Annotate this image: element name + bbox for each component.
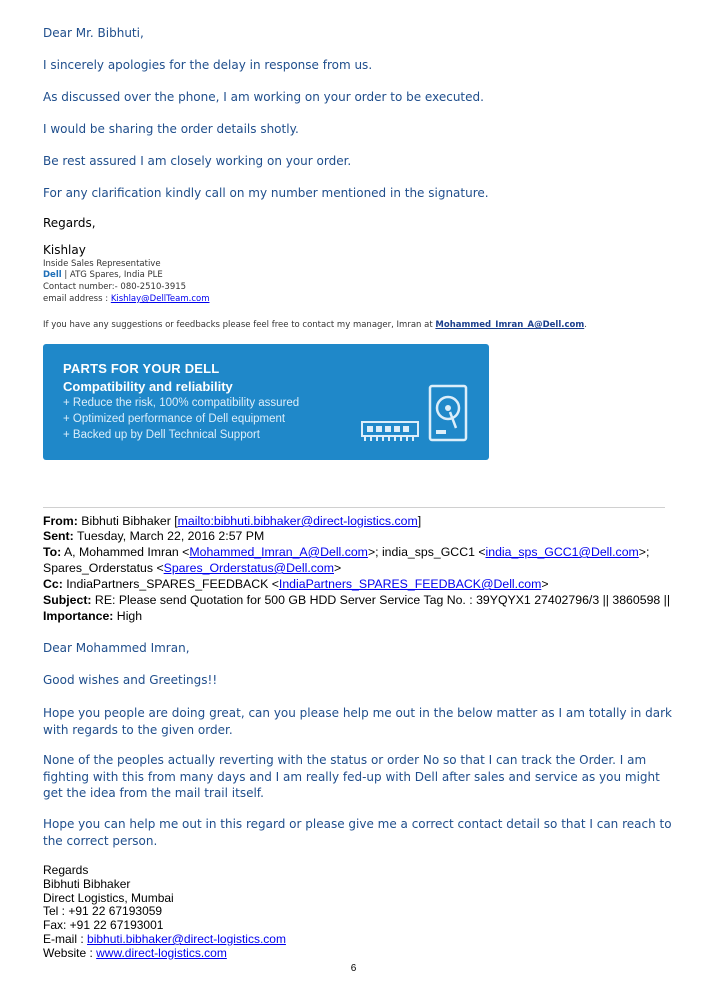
- original-sig-company: Direct Logistics, Mumbai: [43, 890, 174, 905]
- original-sig-fax: Fax: +91 22 67193001: [43, 918, 164, 933]
- manager-note: [43, 320, 587, 330]
- original-sig-email-line: [43, 933, 286, 947]
- to-text-3: >;: [638, 545, 650, 559]
- original-sig-regards: Regards: [43, 863, 89, 877]
- dell-brand: Dell: [43, 270, 62, 280]
- signature-email-label: email address :: [43, 294, 111, 304]
- to-text-5: >: [334, 561, 342, 575]
- sent-value: Tuesday, March 22, 2016 2:57 PM: [73, 529, 265, 543]
- signature-name: Kishlay: [43, 243, 86, 257]
- banner-subtitle: Compatibility and reliability: [63, 379, 233, 394]
- to-link-imran[interactable]: Mohammed_Imran_A@Dell.com: [189, 545, 368, 559]
- to-link-orderstatus[interactable]: Spares_Orderstatus@Dell.com: [163, 561, 334, 575]
- subject-label: Subject:: [43, 593, 92, 607]
- parts-banner[interactable]: [43, 344, 489, 460]
- reply-line-apology: I sincerely apologies for the delay in response from us.: [43, 58, 373, 72]
- signature-company-rest: | ATG Spares, India PLE: [61, 270, 163, 280]
- manager-note-text: If you have any suggestions or feedbacks please feel free to contact my manager, Imran at: [43, 320, 436, 330]
- signature-email-link[interactable]: Kishlay@DellTeam.com: [110, 294, 210, 304]
- cc-text-2: >: [541, 577, 549, 591]
- signature-title: Inside Sales Representative: [43, 259, 161, 269]
- reply-closing: Regards,: [43, 216, 96, 230]
- cc-text-1: IndiaPartners_SPARES_FEEDBACK <: [62, 577, 279, 591]
- banner-bullet-risk: + Reduce the risk, 100% compatibility assured: [63, 397, 300, 409]
- original-signature: [43, 864, 286, 961]
- cc-label: Cc:: [43, 577, 63, 591]
- reply-line-details: I would be sharing the order details shotly.: [43, 122, 299, 136]
- header-from: [43, 514, 421, 528]
- importance-value: High: [113, 609, 143, 623]
- hard-drive-icon: [428, 384, 468, 442]
- to-label: To:: [43, 545, 62, 559]
- from-name: Bibhuti Bibhaker [: [77, 514, 178, 528]
- original-paragraph-contact: Hope you can help me out in this regard or please give me a correct contact detail so that I can reach to the correct person.: [43, 817, 672, 848]
- signature-contact: Contact number:- 080-2510-3915: [43, 282, 187, 292]
- manager-note-end: .: [584, 320, 587, 330]
- to-text-1: A, Mohammed Imran <: [61, 545, 190, 559]
- memory-module-icon: [361, 420, 419, 442]
- header-sent: [43, 529, 264, 543]
- original-greeting: Dear Mohammed Imran,: [43, 641, 190, 655]
- subject-value: RE: Please send Quotation for 500 GB HDD Server Service Tag No. : 39YQYX1 27402796/3 || 3860598 ||: [91, 593, 671, 607]
- reply-line-clarification: For any clarification kindly call on my number mentioned in the signature.: [43, 186, 489, 200]
- original-sig-website-line: [43, 947, 286, 961]
- signature-company: [43, 270, 163, 280]
- page-number: 6: [350, 963, 357, 974]
- from-label: From:: [43, 514, 78, 528]
- original-wishes: Good wishes and Greetings!!: [43, 673, 218, 687]
- email-divider: [43, 507, 665, 508]
- cc-link-feedback[interactable]: IndiaPartners_SPARES_FEEDBACK@Dell.com: [278, 577, 542, 591]
- manager-email-link[interactable]: Mohammed_Imran_A@Dell.com: [435, 320, 585, 330]
- importance-label: Importance:: [43, 609, 114, 623]
- to-link-gcc1[interactable]: india_sps_GCC1@Dell.com: [485, 545, 639, 559]
- original-sig-website-link[interactable]: www.direct-logistics.com: [96, 945, 227, 960]
- sent-label: Sent:: [43, 529, 74, 543]
- header-importance: [43, 609, 142, 623]
- original-sig-name: Bibhuti Bibhaker: [43, 876, 131, 891]
- original-paragraph-help: Hope you people are doing great, can you please help me out in the below matter as I am totally in dark with regards to the given order.: [43, 706, 672, 737]
- original-paragraph-status: None of the peoples actually reverting with the status or order No so that I can track the Order. I am fighting with this from many days and I am really fed-up with Dell after sales and service as you might get the idea from the mail trail itself.: [43, 753, 660, 800]
- from-mailto-link[interactable]: mailto:bibhuti.bibhaker@direct-logistics.com: [177, 514, 418, 528]
- from-end: ]: [417, 514, 422, 528]
- header-to-continued: [43, 561, 341, 575]
- reply-line-order: As discussed over the phone, I am working on your order to be executed.: [43, 90, 484, 104]
- banner-bullet-support: + Backed up by Dell Technical Support: [63, 429, 261, 441]
- header-cc: [43, 577, 549, 591]
- original-sig-email-link[interactable]: bibhuti.bibhaker@direct-logistics.com: [87, 931, 286, 946]
- to-text-4: Spares_Orderstatus <: [43, 561, 164, 575]
- original-sig-website-label: Website :: [43, 945, 97, 960]
- banner-bullet-performance: + Optimized performance of Dell equipment: [63, 413, 286, 425]
- reply-greeting: Dear Mr. Bibhuti,: [43, 26, 144, 40]
- to-text-2: >; india_sps_GCC1 <: [367, 545, 486, 559]
- header-to: [43, 545, 649, 559]
- original-sig-tel: Tel : +91 22 67193059: [43, 904, 163, 919]
- signature-email-line: [43, 294, 209, 304]
- banner-title: PARTS FOR YOUR DELL: [63, 361, 220, 376]
- header-subject: [43, 593, 670, 607]
- reply-line-assured: Be rest assured I am closely working on your order.: [43, 154, 352, 168]
- original-sig-email-label: E-mail :: [43, 931, 88, 946]
